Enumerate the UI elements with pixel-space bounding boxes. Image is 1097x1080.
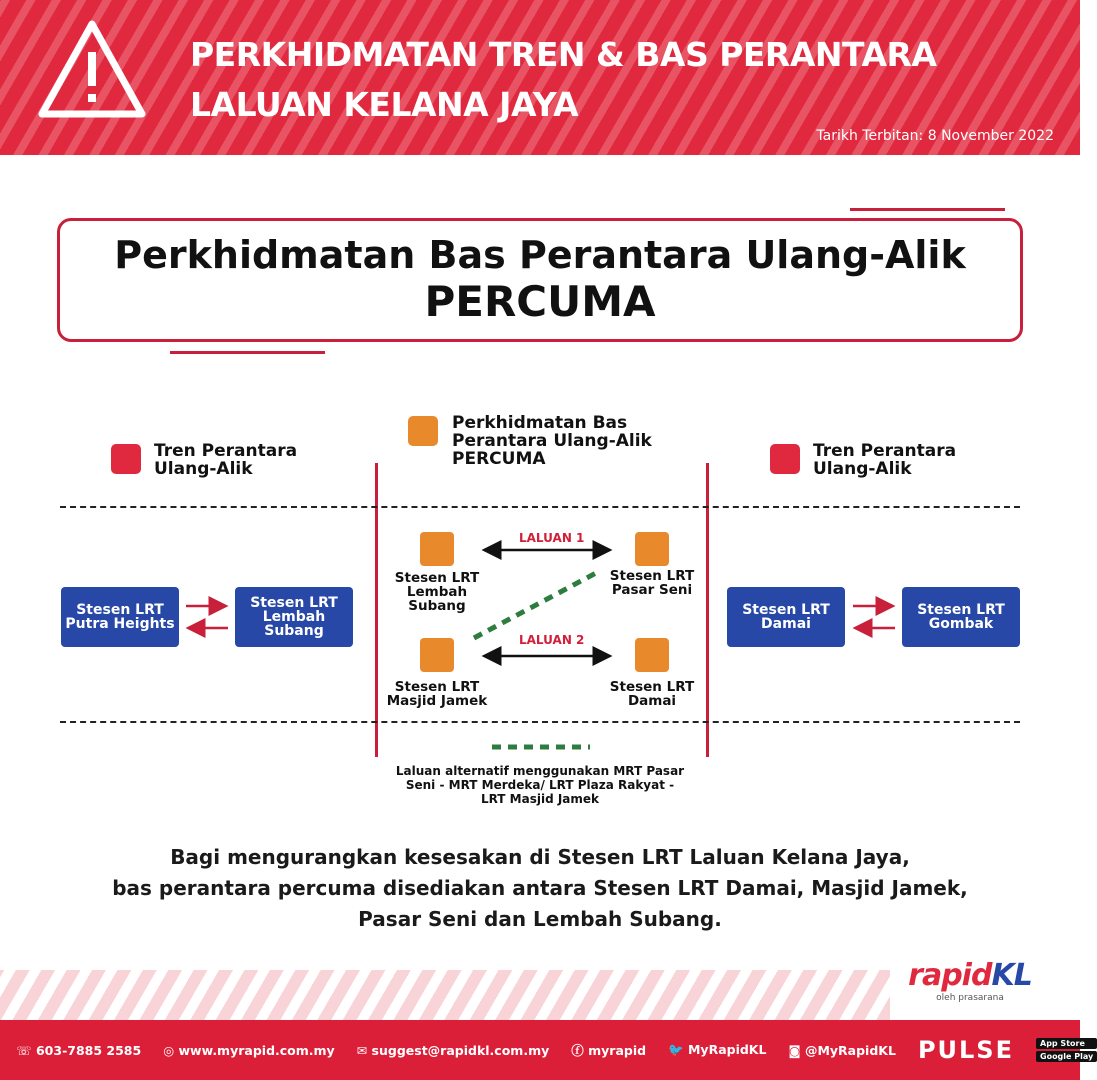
bus-icon [420, 638, 454, 672]
center-heading: Perkhidmatan Bas Perantara Ulang-Alik PERCUMA [452, 413, 652, 469]
pulse-logo: PULSE [917, 1036, 1014, 1064]
bus-stop-pasar-seni: Stesen LRT Pasar Seni [609, 568, 695, 598]
website-link[interactable]: ◎ www.myrapid.com.my [163, 1042, 335, 1058]
bus-icon [420, 532, 454, 566]
bus-stop-damai: Stesen LRT Damai [609, 679, 695, 709]
footer-bar [0, 1020, 1094, 1080]
left-heading: Tren Perantara Ulang-Alik [154, 441, 298, 479]
bus-icon [635, 532, 669, 566]
station-gombak: Stesen LRT Gombak [902, 587, 1020, 647]
station-putra-heights: Stesen LRT Putra Heights [61, 587, 179, 647]
title-box: Perkhidmatan Bas Perantara Ulang-Alik PERCUMA [57, 218, 1023, 342]
instagram-link[interactable]: ◙ @MyRapidKL [788, 1042, 896, 1058]
alt-route-note: Laluan alternatif menggunakan MRT Pasar Seni - MRT Merdeka/ LRT Plaza Rakyat - LRT Masjid Jamek [395, 764, 685, 806]
app-store-badge[interactable]: App Store [1036, 1038, 1097, 1049]
phone-contact[interactable]: ☏ 603-7885 2585 [16, 1042, 142, 1058]
station-lembah-subang: Stesen LRT Lembah Subang [235, 587, 353, 647]
header-title: PERKHIDMATAN TREN & BAS PERANTARA LALUAN KELANA JAYA [190, 35, 937, 124]
issue-date: Tarikh Terbitan: 8 November 2022 [816, 128, 1054, 144]
google-play-badge[interactable]: Google Play [1036, 1051, 1097, 1062]
route1-label: LALUAN 1 [519, 531, 585, 545]
footer-stripes [0, 970, 890, 1020]
right-heading: Tren Perantara Ulang-Alik [813, 441, 957, 479]
facebook-link[interactable]: ⓕ myrapid [571, 1043, 647, 1058]
route2-label: LALUAN 2 [519, 633, 585, 647]
rapidkl-logo: rapidKL oleh prasarana [908, 958, 1032, 1003]
station-damai: Stesen LRT Damai [727, 587, 845, 647]
description: Bagi mengurangkan kesesakan di Stesen LRT Laluan Kelana Jaya, bas perantara percuma disediakan antara Stesen LRT Damai, Masjid Jamek, Pasar Seni dan Lembah Subang. [112, 845, 968, 931]
bus-stop-lembah-subang: Stesen LRT Lembah Subang [394, 570, 480, 614]
bus-stop-masjid-jamek: Stesen LRT Masjid Jamek [386, 679, 488, 709]
bus-icon [635, 638, 669, 672]
email-link[interactable]: ✉ suggest@rapidkl.com.my [356, 1042, 550, 1058]
twitter-link[interactable]: 🐦 MyRapidKL [668, 1042, 767, 1057]
